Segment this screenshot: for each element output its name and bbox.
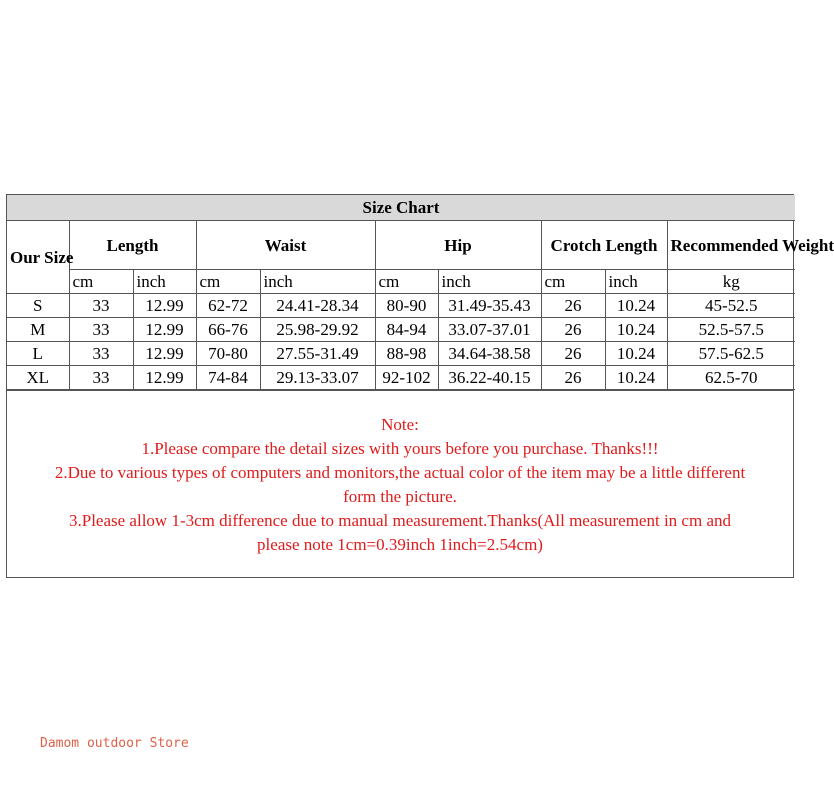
unit-cell: cm [541, 270, 605, 294]
table-cell: 26 [541, 294, 605, 318]
table-cell: 80-90 [375, 294, 438, 318]
header-size: Our Size [7, 221, 69, 294]
table-cell: 31.49-35.43 [438, 294, 541, 318]
size-chart-table [7, 195, 834, 390]
table-cell: 57.5-62.5 [667, 342, 795, 366]
table-cell: M [7, 318, 69, 342]
table-cell: 12.99 [133, 366, 196, 390]
table-cell: 33 [69, 294, 133, 318]
table-cell: 52.5-57.5 [667, 318, 795, 342]
table-row [7, 366, 795, 390]
table-row [7, 294, 795, 318]
table-cell: 26 [541, 366, 605, 390]
note-line: 1.Please compare the detail sizes with yours before you purchase. Thanks!!! [141, 439, 659, 458]
unit-cell: inch [133, 270, 196, 294]
header-length: Length [69, 221, 196, 270]
table-cell: 92-102 [375, 366, 438, 390]
chart-title: Size Chart [7, 195, 795, 221]
unit-cell: cm [196, 270, 260, 294]
table-cell: 29.13-33.07 [260, 366, 375, 390]
table-cell: 10.24 [605, 366, 667, 390]
table-cell: 25.98-29.92 [260, 318, 375, 342]
note-line: please note 1cm=0.39inch 1inch=2.54cm) [257, 535, 543, 554]
table-cell: XL [7, 366, 69, 390]
table-row [7, 342, 795, 366]
unit-cell: inch [438, 270, 541, 294]
table-cell: 84-94 [375, 318, 438, 342]
notes-section [7, 390, 793, 577]
note-line: 3.Please allow 1-3cm difference due to manual measurement.Thanks(All measurement in cm and [69, 511, 731, 530]
store-watermark: Damom outdoor Store [40, 736, 189, 751]
table-cell: 70-80 [196, 342, 260, 366]
unit-cell: cm [375, 270, 438, 294]
table-cell: 26 [541, 342, 605, 366]
unit-cell: cm [69, 270, 133, 294]
table-cell: 74-84 [196, 366, 260, 390]
table-cell: 27.55-31.49 [260, 342, 375, 366]
notes-heading: Note: [381, 415, 419, 434]
table-cell: S [7, 294, 69, 318]
header-hip: Hip [375, 221, 541, 270]
table-cell: 10.24 [605, 318, 667, 342]
size-chart [6, 194, 834, 578]
table-cell: 45-52.5 [667, 294, 795, 318]
header-crotch-length: Crotch Length [541, 221, 667, 270]
header-recommended-weight: Recommended Weight [667, 221, 795, 270]
table-cell: 24.41-28.34 [260, 294, 375, 318]
table-cell: 34.64-38.58 [438, 342, 541, 366]
unit-cell: inch [260, 270, 375, 294]
table-cell: 33 [69, 342, 133, 366]
table-cell: 88-98 [375, 342, 438, 366]
note-line: 2.Due to various types of computers and monitors,the actual color of the item may be a little different [54, 463, 746, 482]
header-waist: Waist [196, 221, 375, 270]
table-cell: 62-72 [196, 294, 260, 318]
table-cell: 12.99 [133, 318, 196, 342]
table-cell: 12.99 [133, 294, 196, 318]
table-cell: 26 [541, 318, 605, 342]
unit-cell: kg [667, 270, 795, 294]
table-cell: 36.22-40.15 [438, 366, 541, 390]
table-cell: 33 [69, 318, 133, 342]
table-cell: L [7, 342, 69, 366]
table-cell: 12.99 [133, 342, 196, 366]
unit-cell: inch [605, 270, 667, 294]
table-cell: 33 [69, 366, 133, 390]
table-cell: 10.24 [605, 342, 667, 366]
table-row [7, 318, 795, 342]
table-cell: 10.24 [605, 294, 667, 318]
note-line: form the picture. [343, 487, 457, 506]
table-cell: 62.5-70 [667, 366, 795, 390]
table-cell: 66-76 [196, 318, 260, 342]
table-cell: 33.07-37.01 [438, 318, 541, 342]
